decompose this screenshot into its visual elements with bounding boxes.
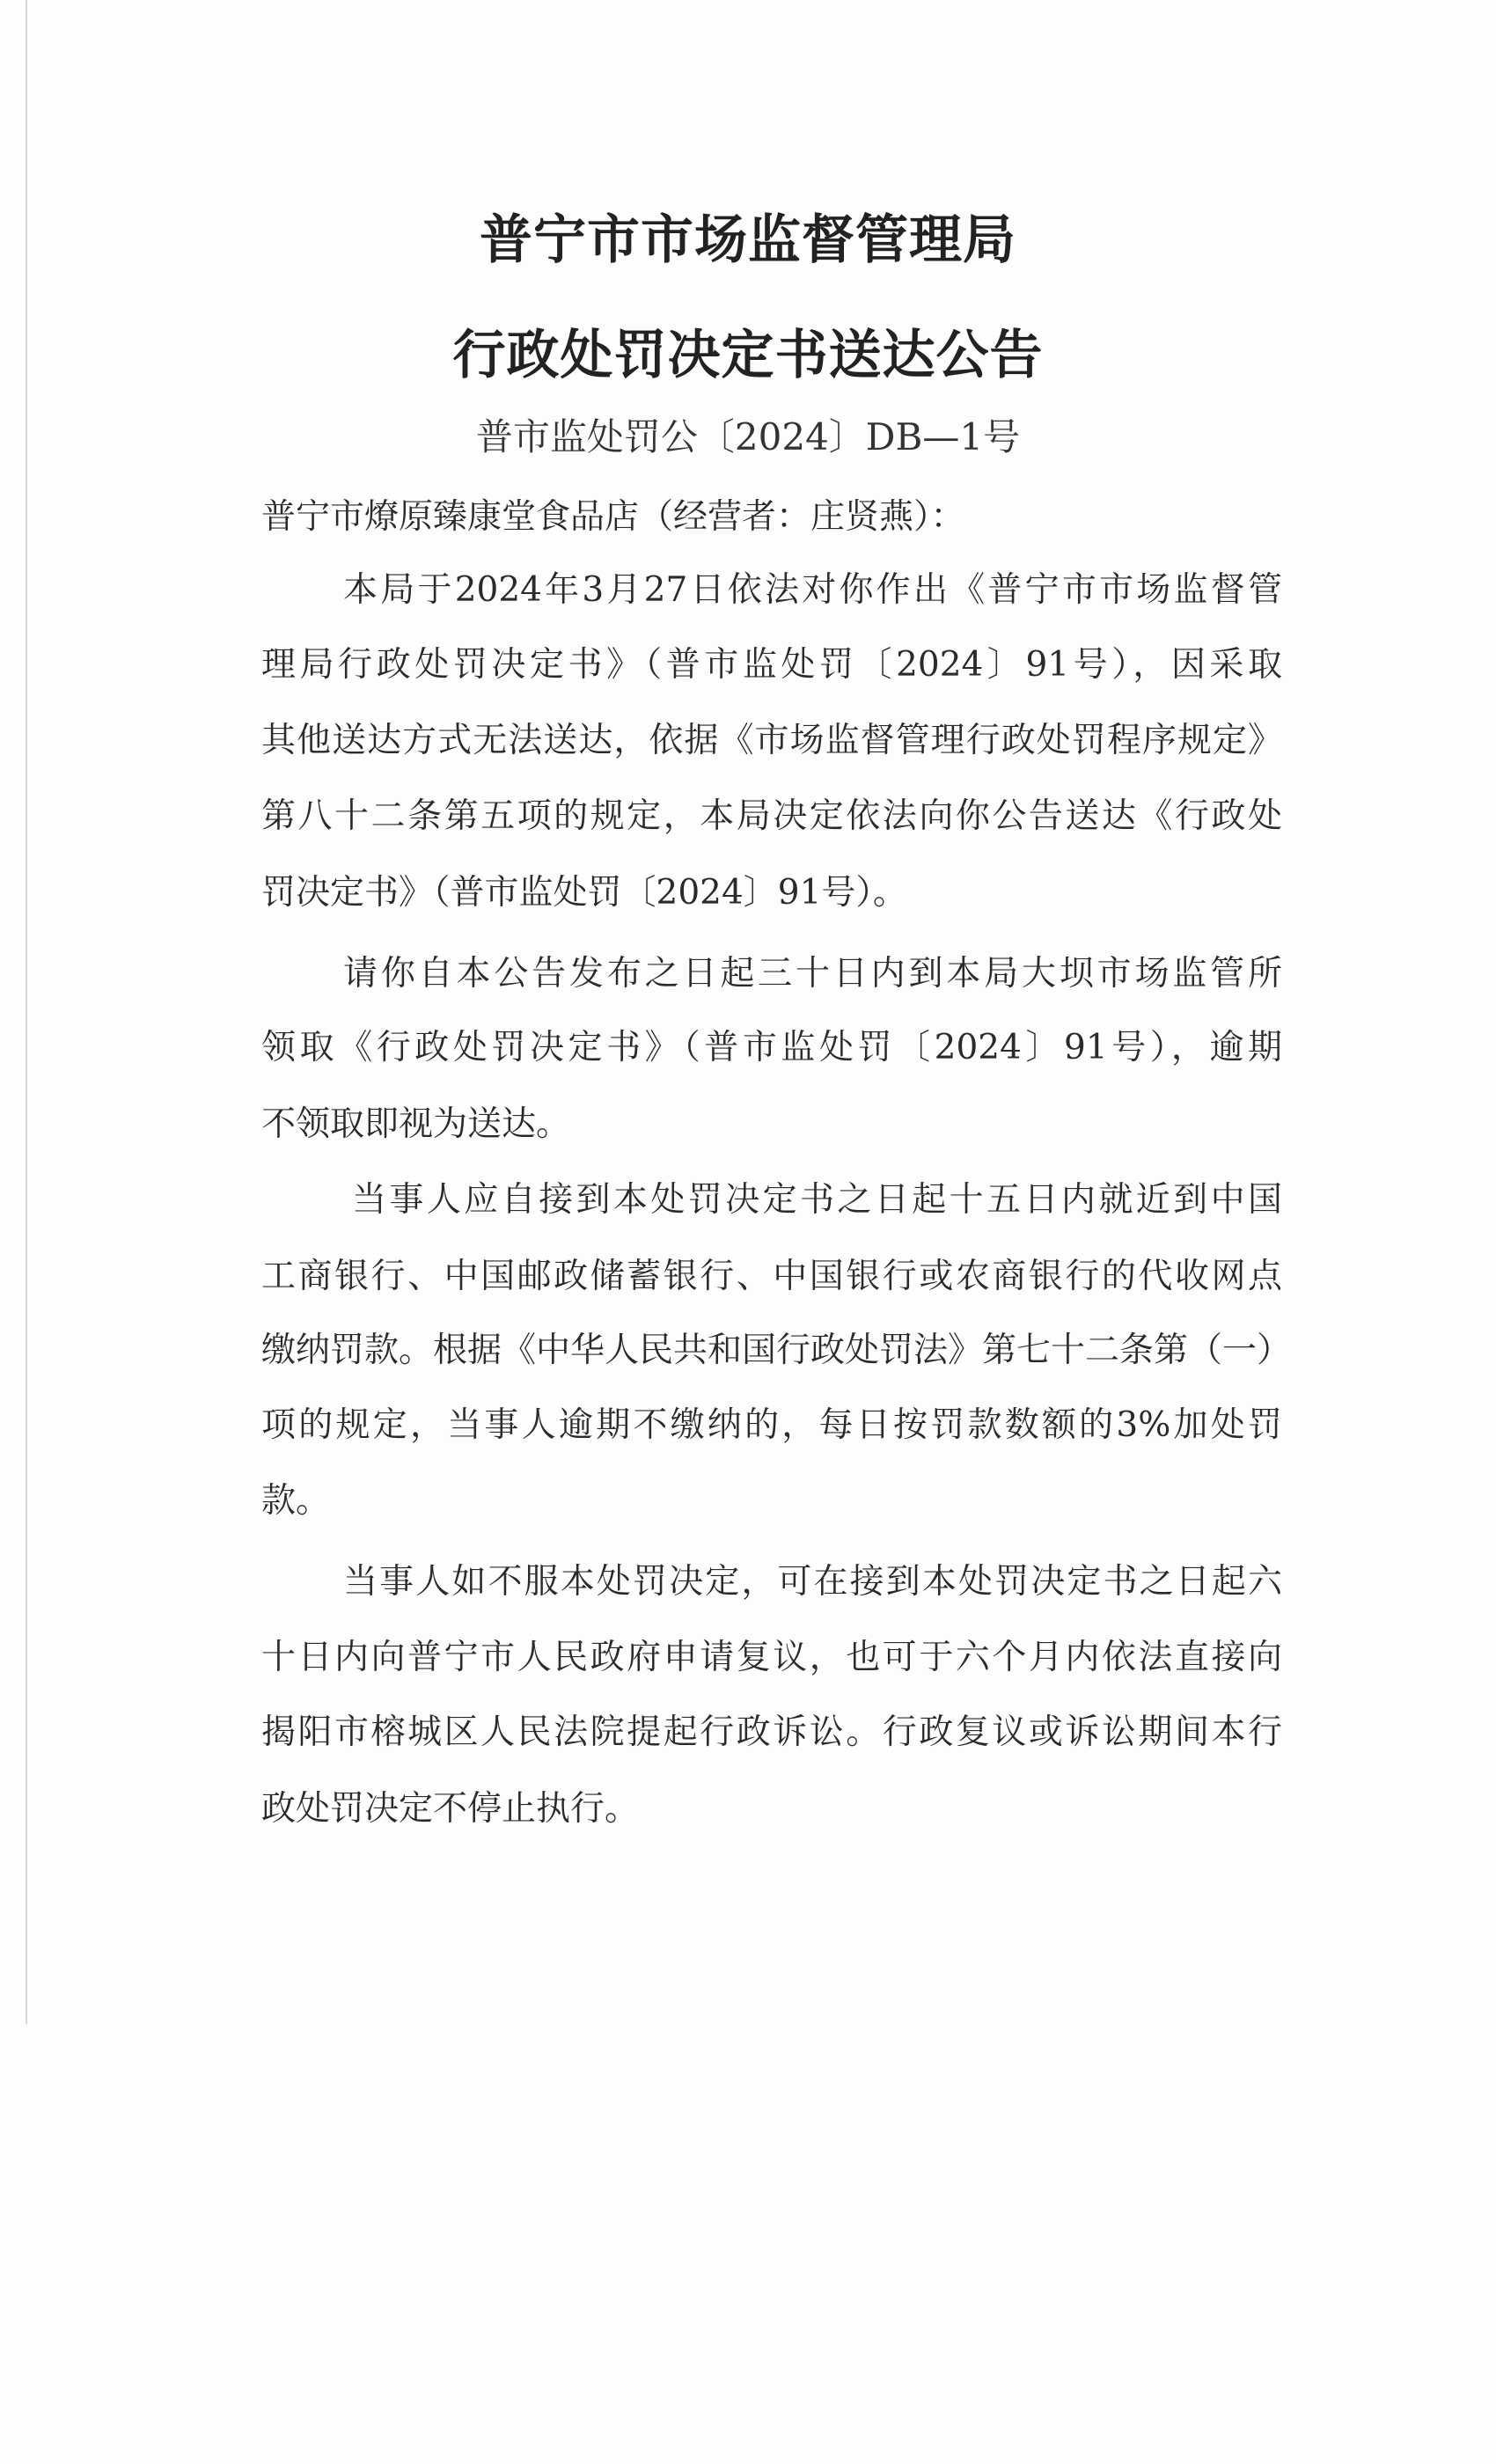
paragraph-line: 工商银行、中国邮政储蓄银行、中国银行或农商银行的代收网点 [261,1257,1282,1296]
paragraph-line: 第八十二条第五项的规定，本局决定依法向你公告送达《行政处 [261,796,1282,836]
paragraph-line: 政处罚决定不停止执行。 [261,1789,640,1829]
paragraph-line: 请你自本公告发布之日起三十日内到本局大坝市场监管所 [343,954,1282,994]
scan-edge-line [26,0,27,2024]
document-number: 普市监处罚公〔2024〕DB—1号 [475,415,1021,458]
paragraph-line: 当事人应自接到本处罚决定书之日起十五日内就近到中国 [352,1180,1282,1220]
paragraph-line: 其他送达方式无法送达，依据《市场监督管理行政处罚程序规定》 [261,721,1282,760]
paragraph-line: 领取《行政处罚决定书》（普市监处罚〔2024〕91号），逾期 [261,1028,1282,1067]
paragraph-line: 不领取即视为送达。 [261,1104,571,1144]
paragraph-line: 本局于2024年3月27日依法对你作出《普宁市市场监督管 [343,570,1282,610]
page-title-agency: 普宁市市场监督管理局 [480,209,1016,271]
paragraph-line: 十日内向普宁市人民政府申请复议，也可于六个月内依法直接向 [261,1638,1282,1677]
page-title-notice: 行政处罚决定书送达公告 [452,325,1044,386]
paragraph-line: 当事人如不服本处罚决定，可在接到本处罚决定书之日起六 [343,1562,1282,1602]
paragraph-line: 款。 [261,1481,331,1521]
paragraph-line: 罚决定书》（普市监处罚〔2024〕91号）。 [261,873,907,913]
paragraph-line: 项的规定，当事人逾期不缴纳的，每日按罚款数额的3%加处罚 [261,1405,1282,1445]
paragraph-line: 理局行政处罚决定书》（普市监处罚〔2024〕91号），因采取 [261,645,1282,685]
paragraph-line: 揭阳市榕城区人民法院提起行政诉讼。行政复议或诉讼期间本行 [261,1712,1282,1752]
paragraph-line: 缴纳罚款。根据《中华人民共和国行政处罚法》第七十二条第（一） [261,1331,1292,1370]
recipient-line: 普宁市燎原臻康堂食品店（经营者：庄贤燕）： [261,497,965,537]
